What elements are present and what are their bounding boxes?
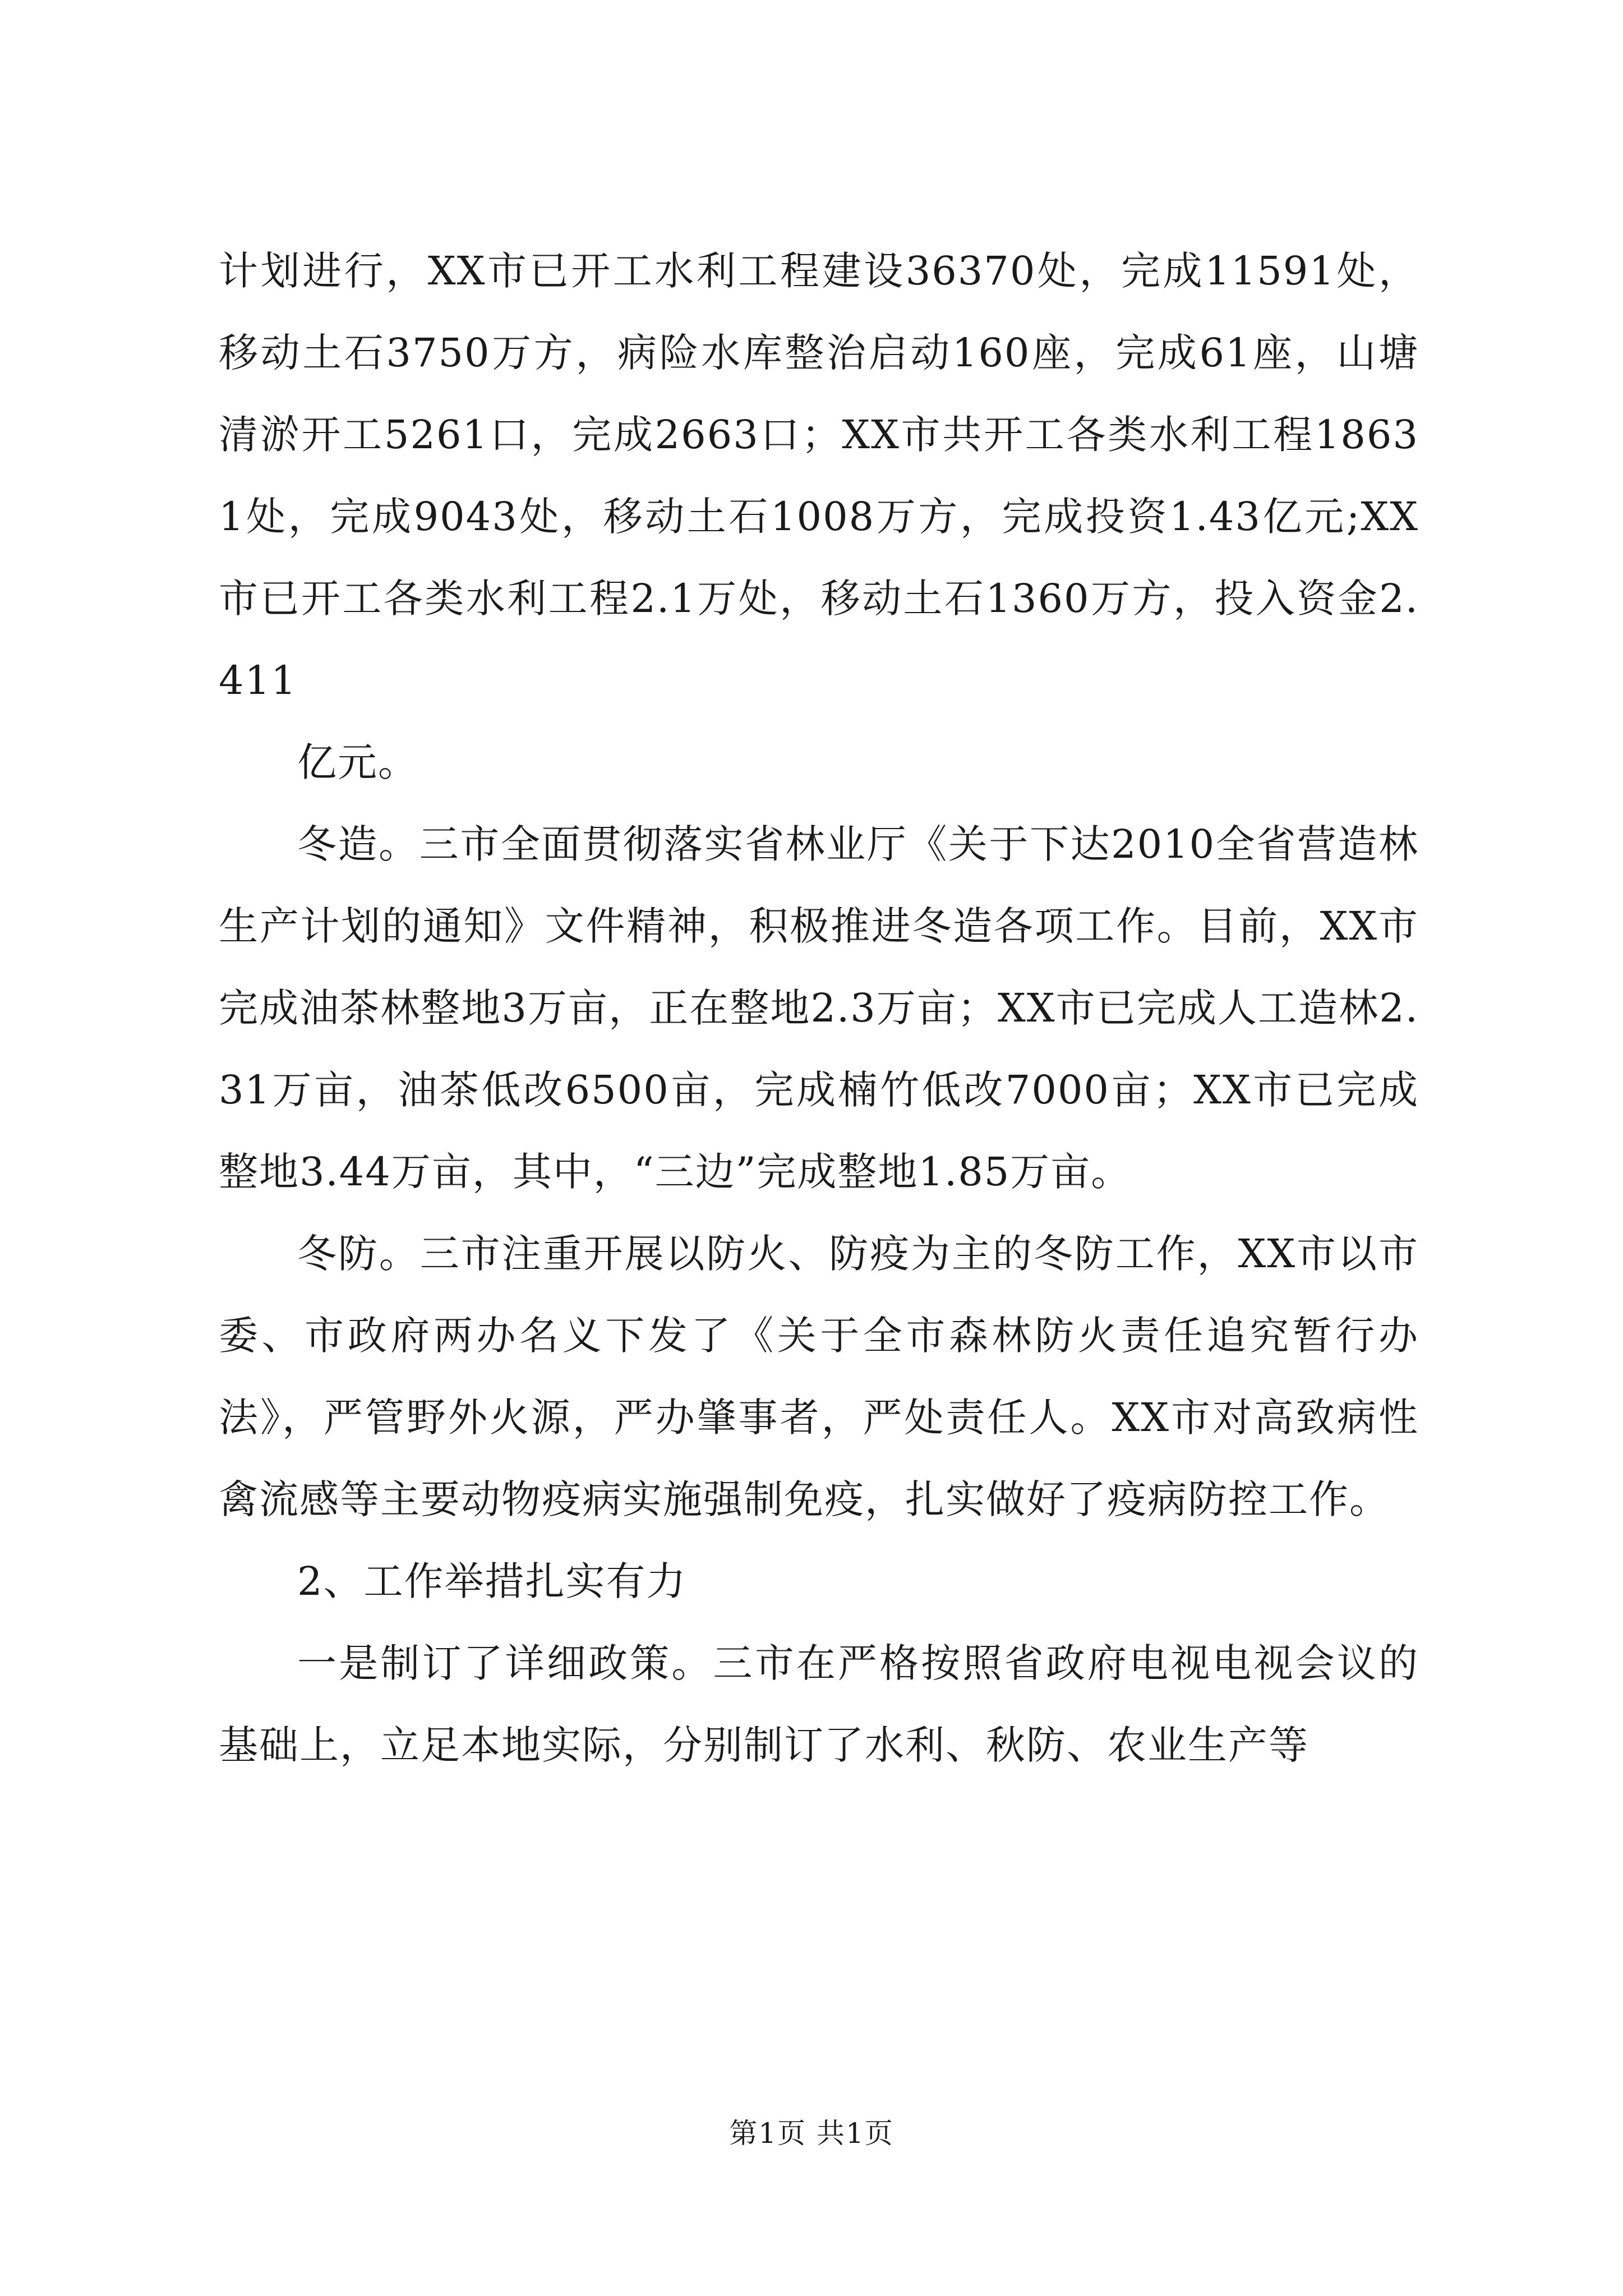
paragraph-winter-prevention: 冬防。三市注重开展以防火、防疫为主的冬防工作，XX市以市委、市政府两办名义下发了《关于全市森林防火责任追究暂行办法》，严管野外火源，严办肇事者，严处责任人。XX市对高致病性禽流感等主要动物疫病实施强制免疫，扎实做好了疫病防控工作。 xyxy=(219,1231,1419,1522)
page-footer: 第1页 共1页 xyxy=(729,2117,894,2150)
paragraph-water-projects: 计划进行，XX市已开工水利工程建设36370处，完成11591处，移动土石3750万方，病险水库整治启动160座，完成61座，山塘清淤开工5261口，完成2663口；XX市共开工各类水利工程18631处，完成9043处，移动土石1008万方，完成投资1.43亿元;XX市已开工各类水利工程2.1万处，移动土石1360万方，投入资金2.411 xyxy=(219,248,1419,703)
paragraph-policies: 一是制订了详细政策。三市在严格按照省政府电视电视会议的基础上，立足本地实际，分别制订了水利、秋防、农业生产等 xyxy=(219,1640,1419,1768)
document-body xyxy=(219,230,1419,1786)
paragraph-yiyuan: 亿元。 xyxy=(297,739,418,785)
paragraph-winter-planting: 冬造。三市全面贯彻落实省林业厅《关于下达2010全省营造林生产计划的通知》文件精神，积极推进冬造各项工作。目前，XX市完成油茶林整地3万亩，正在整地2.3万亩；XX市已完成人工造林2.31万亩，油茶低改6500亩，完成楠竹低改7000亩；XX市已完成整地3.44万亩，其中，“三边”完成整地1.85万亩。 xyxy=(219,821,1419,1195)
section-heading-measures: 2、工作举措扎实有力 xyxy=(297,1558,687,1604)
